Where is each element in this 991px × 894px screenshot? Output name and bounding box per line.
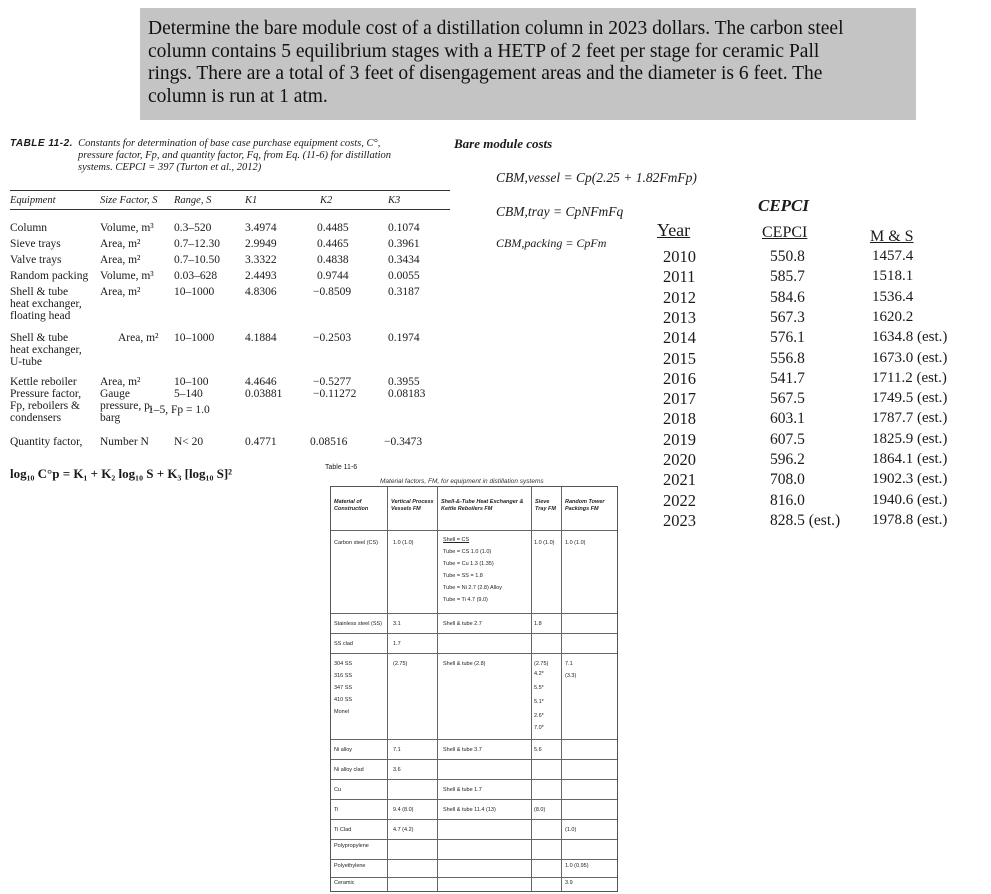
cell-k3: 0.3961 xyxy=(388,238,420,250)
cepci-year: 2016 xyxy=(663,368,696,388)
cell-tray: 5.6 xyxy=(534,747,542,753)
cepci-value: 584.6 xyxy=(770,288,805,306)
ms-value: 1536.4 xyxy=(872,288,914,305)
material-410ss: 410 SS xyxy=(334,697,353,703)
cell-equipment: Kettle reboiler xyxy=(10,376,77,388)
cepci-value: 603.1 xyxy=(770,410,805,428)
ms-value: 1620.2 xyxy=(872,308,914,325)
equation-tray: CBM,tray = CpNFmFq xyxy=(496,204,624,219)
cell-size: Area, m² xyxy=(100,376,141,388)
material-ni-alloy: Ni alloy xyxy=(334,747,353,753)
material-carbon-steel: Carbon steel (CS) xyxy=(334,540,379,546)
material-monel: Monel xyxy=(334,709,349,715)
cell-k3: 0.0055 xyxy=(388,270,420,282)
cell-equipment: U-tube xyxy=(10,356,42,368)
cell-range: 10–100 xyxy=(174,376,209,388)
cell-vessel: 7.1 xyxy=(393,747,401,753)
cell-tray: (8.0) xyxy=(534,807,546,813)
cell-size: Area, m² xyxy=(100,238,141,250)
cell-range: 5–140 xyxy=(174,388,203,400)
col-header-equipment: Equipment xyxy=(10,195,56,206)
cell-equipment: Fp, reboilers & xyxy=(10,400,80,412)
cepci-title: CEPCI xyxy=(758,196,810,215)
cell-tray: 1.0 (1.0) xyxy=(534,540,555,546)
cell-vessel: 1.0 (1.0) xyxy=(393,540,414,546)
cell-size: Volume, m³ xyxy=(100,222,154,234)
material-347ss: 347 SS xyxy=(334,685,353,691)
cell-size: pressure, p, xyxy=(100,400,153,412)
ms-value: 1978.8 (est.) xyxy=(872,511,948,528)
cell-k3: 0.1074 xyxy=(388,222,420,234)
cell-hx: Shell & tube (2.8) xyxy=(443,661,486,667)
col-header-k1: K1 xyxy=(245,195,258,206)
material-cu: Cu xyxy=(334,787,342,793)
problem-line: column is run at 1 atm. xyxy=(148,85,328,107)
ms-value: 1902.3 (est.) xyxy=(872,471,948,488)
cell-equipment: heat exchanger, xyxy=(10,298,82,310)
cell-k1: 3.4974 xyxy=(245,222,277,234)
cell-range: 0.7–10.50 xyxy=(174,254,220,266)
equation-packing: CBM,packing = CpFm xyxy=(496,236,607,250)
cepci-year: 2012 xyxy=(663,287,696,307)
problem-statement xyxy=(140,8,916,120)
col-header-sieve-tray: Sieve Tray FM xyxy=(535,499,556,512)
cell-packing: 1.0 (0.95) xyxy=(565,863,589,869)
cell-hx: Tube = SS = 1.8 xyxy=(443,573,483,579)
cell-hx: Tube = Ti 4.7 (9.0) xyxy=(443,597,488,603)
cepci-year: 2014 xyxy=(663,328,696,348)
material-304ss: 304 SS xyxy=(334,661,353,667)
cell-k3: 0.3187 xyxy=(388,286,420,298)
material-ceramic: Ceramic xyxy=(334,880,355,886)
cell-equipment: floating head xyxy=(10,310,71,322)
cell-equipment: Pressure factor, xyxy=(10,388,82,400)
col-header-size: Size Factor, S xyxy=(100,195,158,206)
cepci-year: 2011 xyxy=(663,267,696,287)
cell-range: N< 20 xyxy=(174,436,204,448)
cell-equipment: heat exchanger, xyxy=(10,344,82,356)
cell-range: 0.03–628 xyxy=(174,270,218,282)
cepci-year: 2019 xyxy=(663,429,696,449)
cell-k3: 0.3955 0.08183 xyxy=(388,376,426,400)
problem-line: column contains 5 equilibrium stages with a HETP of 2 feet per stage for ceramic Pall xyxy=(148,40,820,62)
material-ss-clad: SS clad xyxy=(334,641,353,647)
cell-k2: 0.4838 xyxy=(317,254,349,266)
cell-k2: −0.5277 −0.11272 xyxy=(313,376,357,400)
cell-k3: 0.3434 xyxy=(388,254,420,266)
cell-size: Area, m² xyxy=(118,332,159,344)
col-header-range: Range, S xyxy=(174,195,212,206)
cell-vessel: 1.7 xyxy=(393,641,401,647)
cepci-value: 708.0 xyxy=(770,471,805,489)
material-polypropylene: Polypropylene xyxy=(334,843,369,849)
cell-equipment: Random packing xyxy=(10,270,89,282)
col-header-k3: K3 xyxy=(388,195,401,206)
cell-k2: 0.4465 xyxy=(317,238,349,250)
table-11-6 xyxy=(330,486,618,892)
cepci-year: 2022 xyxy=(663,490,696,510)
col-header-heat-exchanger: Shell-&-Tube Heat Exchanger & Kettle Reboilers FM xyxy=(441,499,524,512)
ms-value: 1634.8 (est.) xyxy=(872,329,948,346)
cell-range: 1–5, Fp = 1.0 xyxy=(148,404,210,416)
cell-vessel: 3.1 xyxy=(393,621,401,627)
cell-packing: 1.0 (1.0) xyxy=(565,540,586,546)
cell-k1: 2.4493 xyxy=(245,270,277,282)
col-header-k2: K2 xyxy=(320,195,333,206)
cell-tray: (2.75) xyxy=(534,661,549,667)
cell-equipment: Quantity factor, xyxy=(10,436,83,448)
cepci-value: 607.5 xyxy=(770,430,805,448)
cell-packing: (3.3) xyxy=(565,673,577,679)
cell-equipment: Column xyxy=(10,222,48,234)
col-header-material: Material of Construction xyxy=(334,499,369,512)
cell-k3: 0.1974 xyxy=(388,332,420,344)
cell-range: 0.7–12.30 xyxy=(174,238,220,250)
cepci-value: 585.7 xyxy=(770,268,805,286)
cell-equipment: Shell & tube xyxy=(10,286,69,298)
cepci-value: 541.7 xyxy=(770,369,805,387)
col-header-packing: Random Tower Packings FM xyxy=(565,499,605,512)
col-header-ms: M & S xyxy=(870,228,914,245)
cell-size: barg xyxy=(100,412,121,424)
ms-value: 1940.6 (est.) xyxy=(872,491,948,508)
cell-packing: 3.9 xyxy=(565,880,573,886)
ms-value: 1864.1 (est.) xyxy=(872,451,948,467)
cell-k1: 3.3322 xyxy=(245,254,277,266)
cepci-year: 2023 xyxy=(663,510,696,530)
ms-value: 1457.4 xyxy=(872,248,914,264)
ms-value: 1673.0 (est.) xyxy=(872,349,948,366)
cell-hx: Shell & tube 2.7 xyxy=(443,621,482,627)
cell-range: 10–1000 xyxy=(174,332,215,344)
cepci-value: 816.0 xyxy=(770,491,805,509)
cepci-year: 2017 xyxy=(663,389,696,409)
cell-k2: 0.4485 xyxy=(317,222,349,234)
cell-equipment: Valve trays xyxy=(10,254,62,266)
cell-size: Volume, m³ xyxy=(100,270,154,282)
cell-range: 10–1000 xyxy=(174,286,215,298)
table-11-6-subtitle: Material factors, FM, for equipment in distillation systems xyxy=(380,478,544,485)
cell-tray: 7.0* xyxy=(534,725,544,731)
cell-tray: 4.2* xyxy=(534,671,544,677)
cell-hx: Tube = CS 1.0 (1.0) xyxy=(443,549,492,555)
cell-hx: Tube = Ni 2.7 (2.8) Alloy xyxy=(443,585,502,591)
problem-line: Determine the bare module cost of a distillation column in 2023 dollars. The carbon steel xyxy=(148,18,844,39)
cell-vessel: 4.7 (4.2) xyxy=(393,827,414,833)
cell-k1: 4.1884 xyxy=(245,332,277,344)
cell-vessel: (2.75) xyxy=(393,661,408,667)
table-11-2-caption xyxy=(10,138,450,174)
caption-line: pressure factor, Fp, and quantity factor, Fq, from Eq. (11-6) for distillation xyxy=(78,150,392,161)
cepci-year: 2020 xyxy=(663,450,696,469)
ms-value: 1518.1 xyxy=(872,268,914,285)
cell-hx: Shell & tube 11.4 (13) xyxy=(443,807,496,813)
cell-packing: 7.1 xyxy=(565,661,573,667)
col-header-vessels: Vertical Process Vessels FM xyxy=(391,499,434,512)
cell-vessel: 3.6 xyxy=(393,767,401,773)
cell-k2: 0.9744 xyxy=(317,270,349,282)
cell-hx: Shell = CS xyxy=(443,537,470,543)
cell-packing: (1.0) xyxy=(565,827,577,833)
cell-k1: 0.4771 xyxy=(245,436,277,448)
cell-hx: Tube = Cu 1.3 (1.35) xyxy=(443,561,494,567)
table-rule xyxy=(10,190,450,191)
cell-vessel: 9.4 (8.0) xyxy=(393,807,414,813)
cepci-value: 567.3 xyxy=(770,308,805,326)
caption-line: Constants for determination of base case purchase equipment costs, C°, xyxy=(78,138,381,149)
material-stainless-steel: Stainless steel (SS) xyxy=(334,621,382,627)
col-header-cepci: CEPCI xyxy=(762,224,808,241)
cell-k3: −0.3473 xyxy=(384,436,423,448)
cell-size: Number N xyxy=(100,436,149,448)
cell-equipment: condensers xyxy=(10,412,62,424)
cell-k1: 2.9949 xyxy=(245,238,277,250)
cepci-value: 556.8 xyxy=(770,349,805,367)
cepci-year: 2010 xyxy=(663,247,696,266)
problem-line: rings. There are a total of 3 feet of disengagement areas and the diameter is 6 feet. The xyxy=(148,63,823,84)
cepci-year: 2013 xyxy=(663,307,696,327)
cell-k1: 4.8306 xyxy=(245,286,277,298)
caption-line: systems. CEPCI = 397 (Turton et al., 2012) xyxy=(78,162,262,173)
cell-size: Area, m² xyxy=(100,254,141,266)
cell-tray: 5.5* xyxy=(534,685,544,691)
cell-equipment: Sieve trays xyxy=(10,238,61,250)
ms-value: 1711.2 (est.) xyxy=(872,369,947,386)
cell-hx: Shell & tube 1.7 xyxy=(443,787,482,793)
table-11-2-label: TABLE 11-2. xyxy=(10,138,73,149)
cepci-value: 550.8 xyxy=(770,248,805,265)
cell-tray: 2.6* xyxy=(534,713,544,719)
cepci-year: 2021 xyxy=(663,470,696,490)
bare-module-title: Bare module costs xyxy=(454,136,553,151)
cell-k2: 0.08516 xyxy=(310,436,348,448)
col-header-year: Year xyxy=(657,220,691,240)
material-ti-clad: Ti Clad xyxy=(334,827,352,833)
cell-size: Gauge xyxy=(100,388,131,400)
cell-hx: Shell & tube 3.7 xyxy=(443,747,482,753)
cell-equipment: Shell & tube xyxy=(10,332,69,344)
table-rule xyxy=(10,209,450,210)
equation-vessel: CBM,vessel = Cp(2.25 + 1.82FmFp) xyxy=(496,170,697,185)
cepci-year: 2015 xyxy=(663,348,696,368)
material-ti: Ti xyxy=(334,807,339,813)
cell-size: Area, m² xyxy=(100,286,141,298)
table-11-6-label: Table 11-6 xyxy=(325,464,358,471)
cepci-value: 828.5 (est.) xyxy=(770,511,841,529)
cost-formula: log₁₀ C°p = K₁ + K₂ log₁₀ S + K₃ [log₁₀ S]² xyxy=(10,466,233,481)
cepci-value: 596.2 xyxy=(770,451,805,468)
cepci-year: 2018 xyxy=(663,409,696,429)
cell-tray: 5.1* xyxy=(534,699,544,705)
material-316ss: 316 SS xyxy=(334,673,353,679)
material-ni-alloy-clad: Ni alloy clad xyxy=(334,767,364,773)
cell-k2: −0.2503 xyxy=(313,332,352,344)
ms-value: 1749.5 (est.) xyxy=(872,390,948,407)
ms-value: 1787.7 (est.) xyxy=(872,410,948,427)
cepci-value: 576.1 xyxy=(770,329,805,347)
ms-value: 1825.9 (est.) xyxy=(872,430,948,447)
cell-k1: 4.4646 0.03881 xyxy=(245,376,283,400)
cell-range: 0.3–520 xyxy=(174,222,212,234)
material-polyethylene: Polyethylene xyxy=(334,863,366,869)
cepci-value: 567.5 xyxy=(770,390,805,408)
cell-k2: −0.8509 xyxy=(313,286,352,298)
cell-tray: 1.8 xyxy=(534,621,542,627)
